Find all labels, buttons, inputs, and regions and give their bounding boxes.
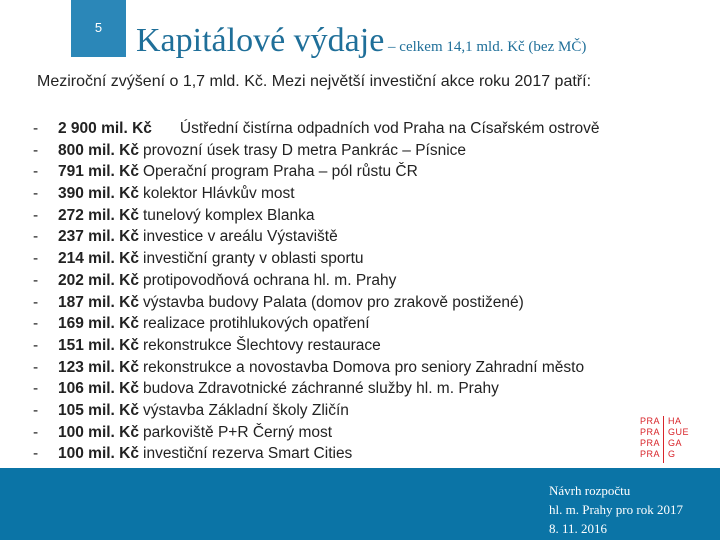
list-item <box>33 183 600 205</box>
logo-right-column <box>668 416 689 460</box>
title-subtitle: – celkem 14,1 mld. Kč (bez MČ) <box>384 39 587 55</box>
item-amount: 237 mil. Kč <box>58 228 139 246</box>
list-dash: - <box>33 358 39 376</box>
item-amount: 105 mil. Kč <box>58 401 139 419</box>
item-description: kolektor Hlávkův most <box>143 185 295 203</box>
list-dash: - <box>33 141 39 159</box>
item-amount: 123 mil. Kč <box>58 358 139 376</box>
item-description: Ústřední čistírna odpadních vod Praha na Císařském ostrově <box>179 120 600 137</box>
list-item <box>33 140 600 162</box>
item-amount: 791 mil. Kč <box>58 163 139 181</box>
list-dash: - <box>33 250 39 268</box>
footer-text <box>549 481 683 538</box>
item-amount: 2 900 mil. Kč <box>58 120 152 137</box>
title-main: Kapitálové výdaje <box>136 22 385 59</box>
item-description: investice v areálu Výstaviště <box>143 228 338 246</box>
logo-left-3: PRA <box>640 438 661 448</box>
item-amount: 187 mil. Kč <box>58 293 139 311</box>
logo-right-4: G <box>668 449 676 459</box>
list-item <box>33 248 600 270</box>
item-amount: 800 mil. Kč <box>58 141 139 159</box>
item-amount: 151 mil. Kč <box>58 336 139 354</box>
praha-logo <box>637 416 691 466</box>
list-dash: - <box>33 293 39 311</box>
footer-line-1: Návrh rozpočtu <box>549 483 631 498</box>
item-description: provozní úsek trasy D metra Pankrác – Písnice <box>143 141 467 159</box>
logo-left-1: PRA <box>640 416 661 426</box>
logo-right-2: GUE <box>668 427 690 437</box>
logo-right-3: GA <box>668 438 683 448</box>
list-dash: - <box>33 315 39 333</box>
slide-title <box>136 22 586 60</box>
list-dash: - <box>33 271 39 289</box>
list-item <box>33 422 600 444</box>
item-description: rekonstrukce a novostavba Domova pro seniory Zahradní město <box>143 358 585 376</box>
item-description: Operační program Praha – pól růstu ČR <box>143 163 418 181</box>
logo-left-column <box>640 416 660 460</box>
list-item <box>33 118 600 140</box>
list-dash: - <box>33 163 39 181</box>
list-dash: - <box>33 120 39 137</box>
item-amount: 106 mil. Kč <box>58 380 139 398</box>
list-item <box>33 335 600 357</box>
item-description: výstavba budovy Palata (domov pro zrakově postižené) <box>143 293 524 311</box>
intro-text: Meziroční zvýšení o 1,7 mld. Kč. Mezi největší investiční akce roku 2017 patří: <box>37 73 592 90</box>
item-amount: 272 mil. Kč <box>58 206 139 224</box>
footer-line-3: 8. 11. 2016 <box>549 521 608 536</box>
list-dash: - <box>33 336 39 354</box>
investment-list <box>33 118 600 465</box>
item-description: rekonstrukce Šlechtovy restaurace <box>143 336 381 354</box>
list-dash: - <box>33 185 39 203</box>
item-description: protipovodňová ochrana hl. m. Prahy <box>143 271 397 289</box>
list-item <box>33 270 600 292</box>
list-item <box>33 226 600 248</box>
slide-number-box <box>71 0 126 57</box>
list-dash: - <box>33 228 39 246</box>
list-item <box>33 378 600 400</box>
item-description: výstavba Základní školy Zličín <box>143 401 349 419</box>
item-description: tunelový komplex Blanka <box>143 206 315 224</box>
item-amount: 169 mil. Kč <box>58 315 139 333</box>
item-amount: 100 mil. Kč <box>58 423 139 441</box>
list-item <box>33 161 600 183</box>
item-amount: 390 mil. Kč <box>58 185 139 203</box>
logo-left-2: PRA <box>640 427 661 437</box>
item-amount: 202 mil. Kč <box>58 271 139 289</box>
logo-divider <box>663 416 664 463</box>
slide-number: 5 <box>94 20 103 35</box>
item-description: investiční granty v oblasti sportu <box>143 250 364 268</box>
item-amount: 214 mil. Kč <box>58 250 139 268</box>
item-amount: 100 mil. Kč <box>58 445 139 463</box>
list-item <box>33 205 600 227</box>
list-dash: - <box>33 380 39 398</box>
list-dash: - <box>33 401 39 419</box>
item-description: budova Zdravotnické záchranné služby hl. m. Prahy <box>143 380 499 398</box>
footer-line-2: hl. m. Prahy pro rok 2017 <box>549 502 683 517</box>
list-item <box>33 357 600 379</box>
list-dash: - <box>33 445 39 463</box>
list-item <box>33 400 600 422</box>
list-dash: - <box>33 423 39 441</box>
item-description: realizace protihlukových opatření <box>143 315 370 333</box>
logo-left-4: PRA <box>640 449 661 459</box>
list-dash: - <box>33 206 39 224</box>
logo-right-1: HA <box>668 416 682 426</box>
item-description: parkoviště P+R Černý most <box>143 423 333 441</box>
item-description: investiční rezerva Smart Cities <box>143 445 353 463</box>
list-item <box>33 292 600 314</box>
list-item <box>33 313 600 335</box>
list-item <box>33 443 600 465</box>
